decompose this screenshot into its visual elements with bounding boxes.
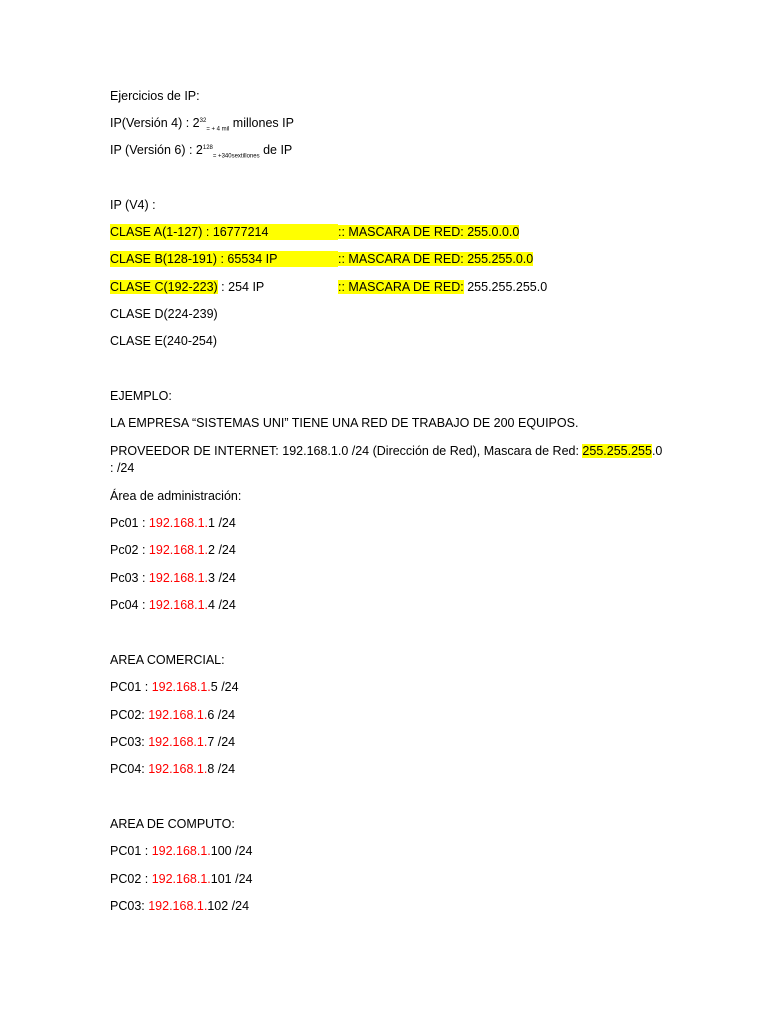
pc-name: PC03: (110, 899, 149, 913)
pc-host: 1 /24 (208, 516, 236, 530)
pc-host: 102 /24 (207, 899, 250, 913)
pc-network: 192.168.1. (148, 735, 208, 749)
area-admin-pc (110, 597, 236, 613)
pc-host: 3 /24 (208, 571, 236, 585)
pc-name: Pc02 : (110, 543, 149, 557)
pc-network: 192.168.1. (148, 762, 208, 776)
pc-network: 192.168.1. (148, 516, 209, 530)
provider-mask-end: .0 (651, 444, 663, 458)
pc-network: 192.168.1. (148, 543, 209, 557)
class-a-mask: :: MASCARA DE RED: 255.0.0.0 (338, 225, 520, 239)
pc-network: 192.168.1. (151, 680, 211, 694)
class-b-line (110, 251, 533, 267)
pc-network: 192.168.1. (148, 571, 209, 585)
pc-name: PC02: (110, 708, 149, 722)
area-commercial-pc (110, 734, 235, 750)
pc-host: 6 /24 (207, 708, 236, 722)
area-computing-pc (110, 871, 253, 887)
ipv4-prefix: IP(Versión 4) : 2 (110, 116, 200, 130)
class-c-mask-rest: 255.255.255.0 (463, 280, 548, 294)
class-c-label-wrap (110, 279, 338, 295)
ipv6-subnote: = +340sextillones (212, 153, 260, 160)
pc-name: Pc03 : (110, 571, 149, 585)
area-commercial-heading: AREA COMERCIAL: (110, 653, 225, 667)
pc-name: PC02 : (110, 872, 152, 886)
ipv4-heading: IP (V4) : (110, 198, 156, 212)
class-a-label: CLASE A(1-127) : 16777214 (110, 224, 338, 240)
ipv4-count-line (110, 115, 294, 131)
pc-network: 192.168.1. (148, 708, 208, 722)
pc-name: PC03: (110, 735, 149, 749)
pc-host: 2 /24 (208, 543, 236, 557)
pc-host: 4 /24 (208, 598, 236, 612)
provider-line-2: : /24 (110, 461, 135, 475)
area-admin-heading: Área de administración: (110, 489, 242, 503)
ipv4-suffix: millones IP (229, 116, 294, 130)
area-admin-pc (110, 570, 236, 586)
class-d-line: CLASE D(224-239) (110, 307, 218, 321)
class-b-label: CLASE B(128-191) : 65534 IP (110, 251, 338, 267)
area-commercial-pc (110, 707, 235, 723)
class-c-line (110, 279, 547, 295)
pc-host: 7 /24 (207, 735, 236, 749)
area-admin-pc (110, 542, 236, 558)
pc-network: 192.168.1. (148, 598, 209, 612)
ipv6-exponent: 128 (202, 144, 213, 151)
area-computing-pc (110, 898, 249, 914)
pc-network: 192.168.1. (151, 844, 211, 858)
ipv4-exponent: 32 (199, 117, 207, 124)
class-a-line (110, 224, 519, 240)
ipv6-prefix: IP (Versión 6) : 2 (110, 143, 203, 157)
area-admin-pc (110, 515, 236, 531)
class-c-mask: :: MASCARA DE RED: (338, 280, 464, 294)
area-commercial-pc (110, 761, 235, 777)
pc-host: 8 /24 (207, 762, 236, 776)
pc-name: Pc01 : (110, 516, 149, 530)
pc-name: PC01 : (110, 680, 152, 694)
class-b-mask: :: MASCARA DE RED: 255.255.0.0 (338, 252, 534, 266)
pc-name: Pc04 : (110, 598, 149, 612)
pc-network: 192.168.1. (148, 899, 208, 913)
pc-name: PC04: (110, 762, 149, 776)
area-commercial-pc (110, 679, 239, 695)
provider-line (110, 443, 662, 459)
pc-host: 101 /24 (210, 872, 253, 886)
example-heading: EJEMPLO: (110, 389, 172, 403)
class-c-label-rest: : 254 IP (217, 280, 265, 294)
ipv4-subnote: = + 4 mil (206, 126, 230, 133)
area-computing-pc (110, 843, 253, 859)
pc-name: PC01 : (110, 844, 152, 858)
ipv6-suffix: de IP (259, 143, 293, 157)
provider-mask-highlight: 255.255.255 (582, 444, 652, 458)
pc-host: 100 /24 (210, 844, 253, 858)
pc-network: 192.168.1. (151, 872, 211, 886)
class-c-label: CLASE C(192-223) (110, 280, 218, 294)
provider-text: PROVEEDOR DE INTERNET: 192.168.1.0 /24 (Dirección de Red), Mascara de Red: (110, 444, 583, 458)
example-text: LA EMPRESA “SISTEMAS UNI” TIENE UNA RED DE TRABAJO DE 200 EQUIPOS. (110, 416, 579, 430)
pc-host: 5 /24 (210, 680, 239, 694)
doc-title: Ejercicios de IP: (110, 89, 200, 103)
ipv6-count-line (110, 142, 292, 158)
class-e-line: CLASE E(240-254) (110, 334, 218, 348)
area-computing-heading: AREA DE COMPUTO: (110, 817, 235, 831)
